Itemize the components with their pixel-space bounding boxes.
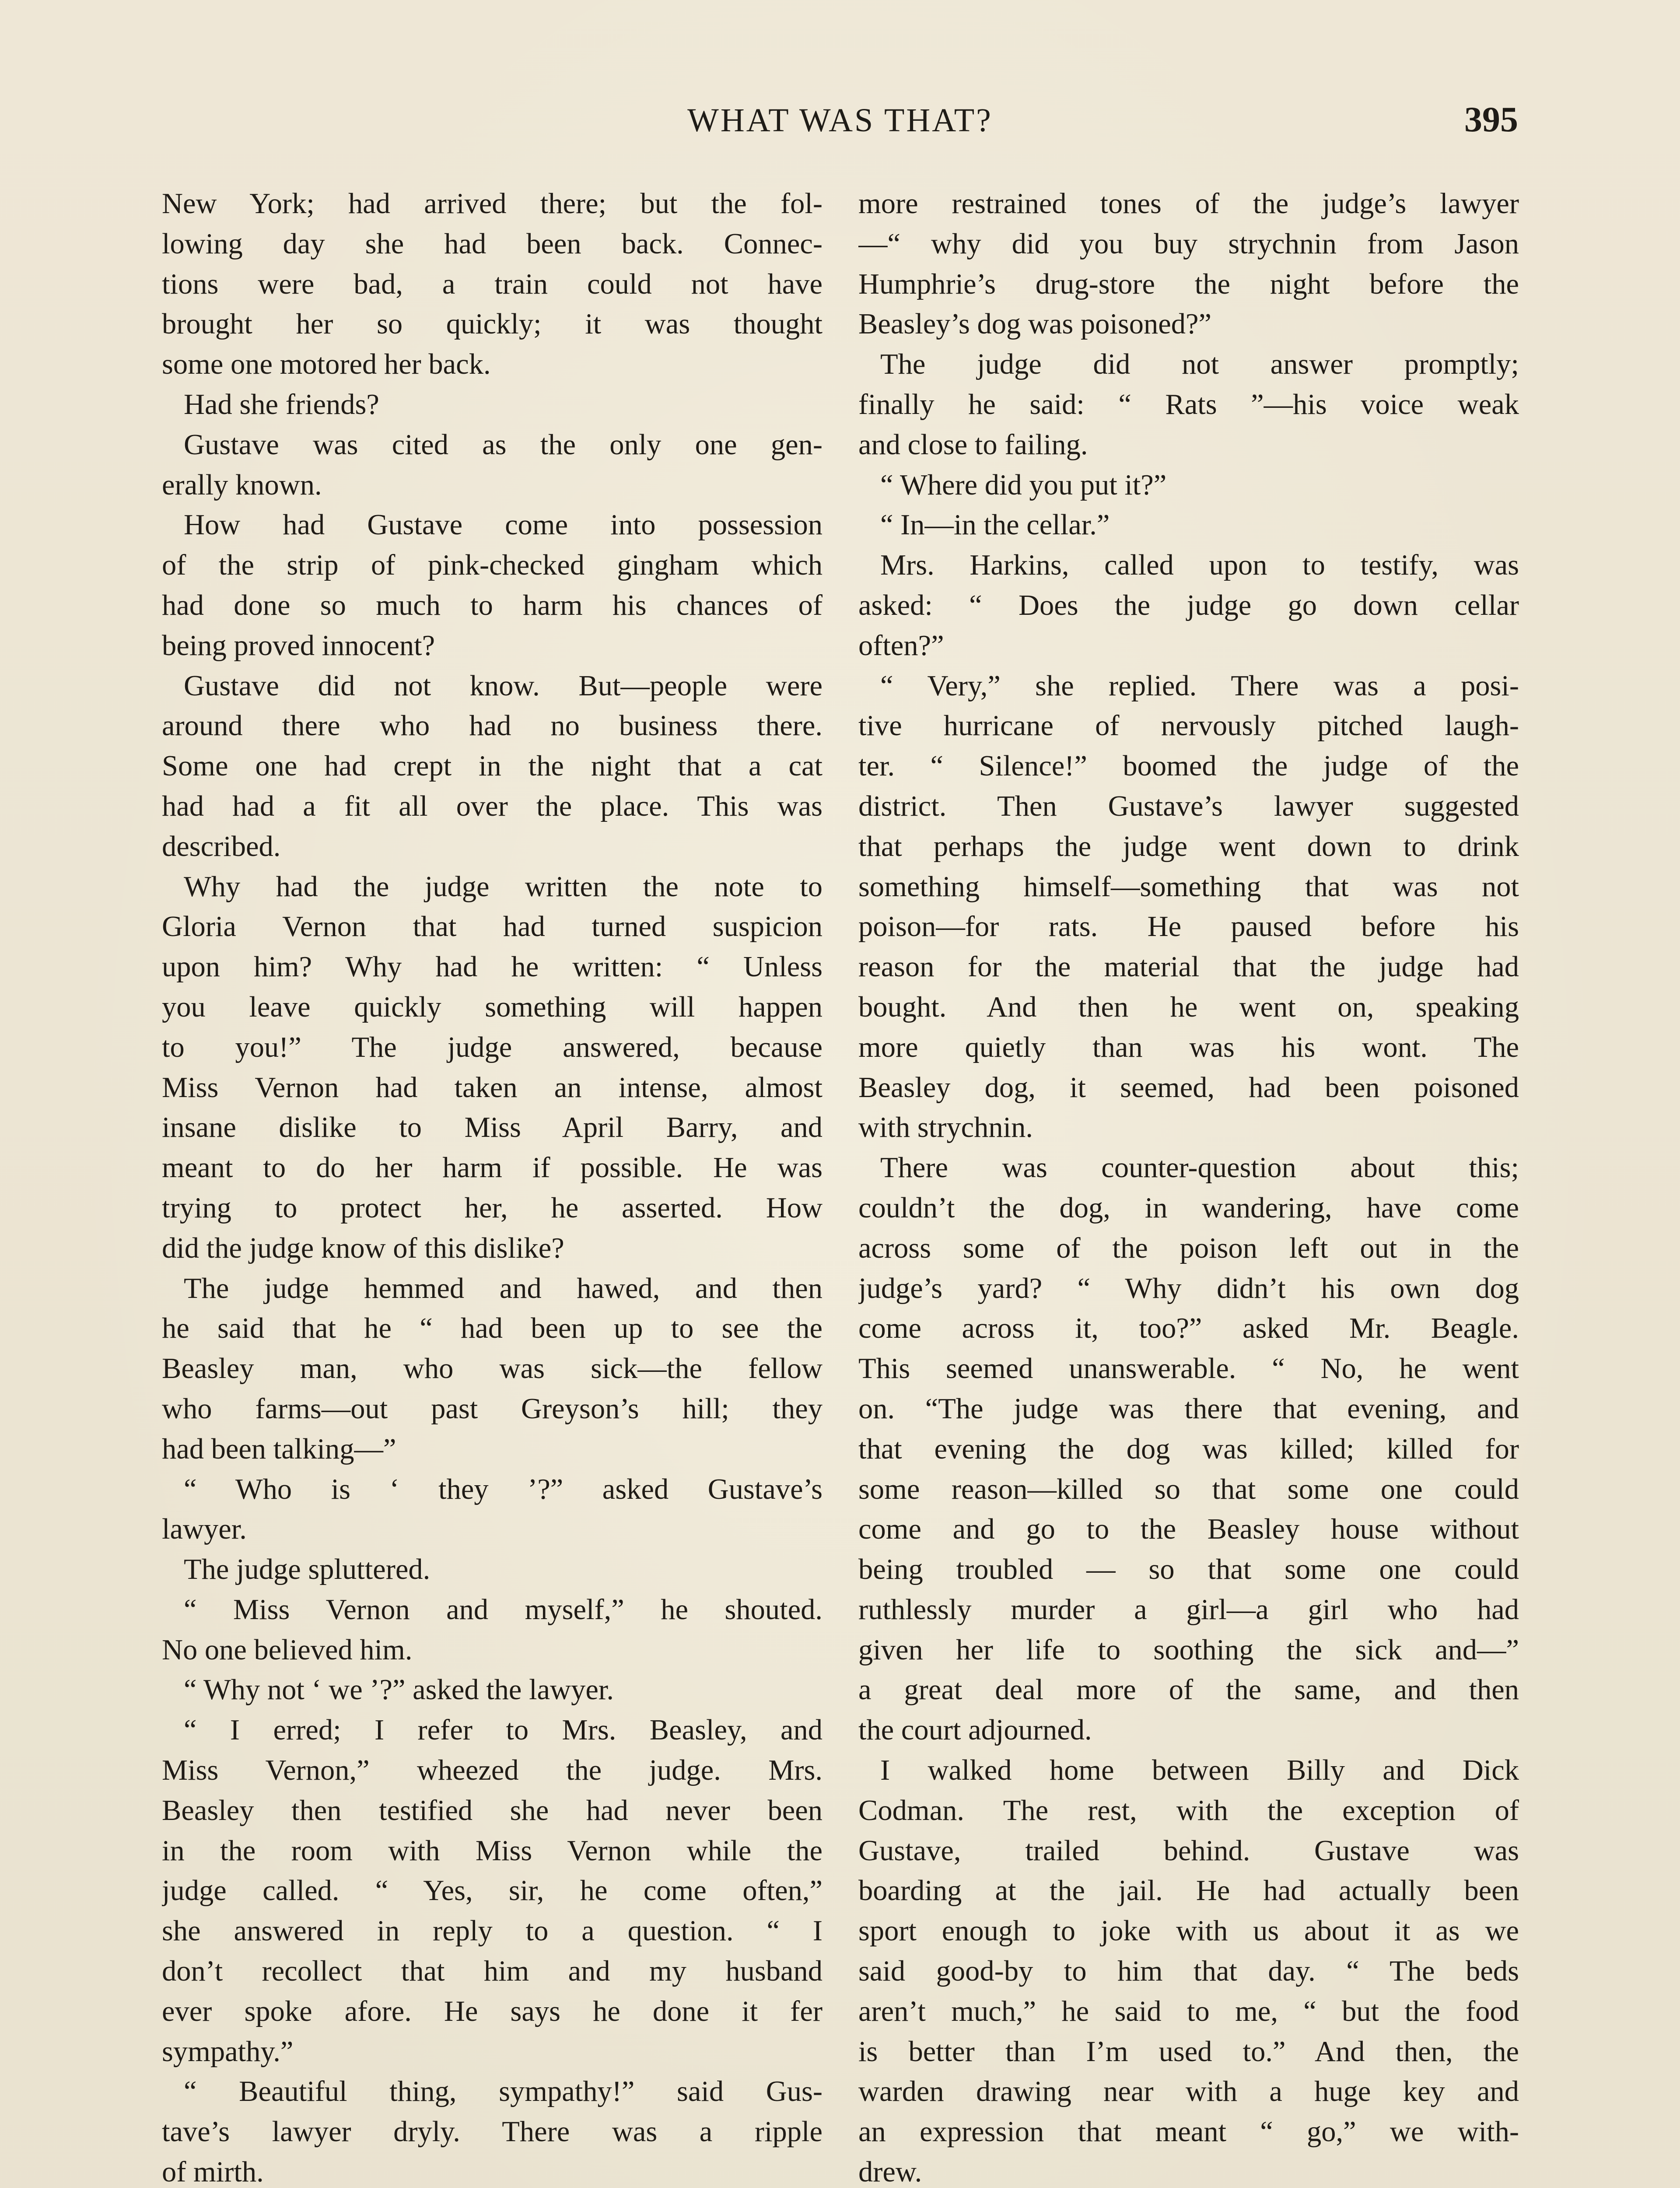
text-line: sympathy.” <box>162 2035 294 2068</box>
text-line: “ In—in the cellar.” <box>880 509 1110 541</box>
right-column <box>858 184 1519 2188</box>
text-line: across some of the poison left out in the <box>858 1232 1519 1264</box>
text-line: tions were bad, a train could not have <box>162 268 822 300</box>
text-line: being proved innocent? <box>162 629 435 662</box>
text-line: “ Who is ‘ they ’?” asked Gustave’s <box>184 1473 822 1505</box>
text-line: some reason—killed so that some one could <box>858 1473 1519 1505</box>
text-line: Gustave was cited as the only one gen- <box>184 428 822 461</box>
text-line: trying to protect her, he asserted. How <box>162 1192 822 1224</box>
text-line: said good-by to him that day. “ The beds <box>858 1955 1519 1988</box>
text-line: ter. “ Silence!” boomed the judge of the <box>858 750 1519 782</box>
text-line: given her life to soothing the sick and—” <box>858 1634 1519 1666</box>
text-line: meant to do her harm if possible. He was <box>162 1152 822 1184</box>
left-column <box>162 184 822 2188</box>
text-line: upon him? Why had he written: “ Unless <box>162 951 822 983</box>
text-line: often?” <box>858 629 944 662</box>
text-line: Why had the judge written the note to <box>184 870 822 903</box>
text-line: “ Why not ‘ we ’?” asked the lawyer. <box>184 1674 614 1706</box>
text-line: reason for the material that the judge had <box>858 951 1519 983</box>
text-line: “ Where did you put it?” <box>880 469 1167 501</box>
text-line: tave’s lawyer dryly. There was a ripple <box>162 2116 822 2148</box>
text-line: on. “The judge was there that evening, and <box>858 1392 1519 1425</box>
text-line: erally known. <box>162 469 322 501</box>
text-line: lowing day she had been back. Connec- <box>162 228 822 260</box>
text-line: had done so much to harm his chances of <box>162 589 822 621</box>
text-line: I walked home between Billy and Dick <box>880 1754 1519 1787</box>
text-line: Gustave did not know. But—people were <box>184 670 822 702</box>
text-line: the court adjourned. <box>858 1714 1092 1746</box>
text-line: boarding at the jail. He had actually been <box>858 1875 1519 1907</box>
text-line: around there who had no business there. <box>162 710 822 742</box>
text-line: asked: “ Does the judge go down cellar <box>858 589 1519 621</box>
text-line: Codman. The rest, with the exception of <box>858 1794 1519 1827</box>
text-line: you leave quickly something will happen <box>162 991 822 1023</box>
page-number: 395 <box>1464 99 1518 139</box>
text-line: insane dislike to Miss April Barry, and <box>162 1112 822 1144</box>
page-header <box>162 99 1518 154</box>
text-line: finally he said: “ Rats ”—his voice weak <box>858 388 1519 421</box>
text-line: lawyer. <box>162 1513 247 1546</box>
text-line: a great deal more of the same, and then <box>858 1674 1519 1706</box>
text-line: warden drawing near with a huge key and <box>858 2076 1519 2108</box>
text-line: described. <box>162 830 281 863</box>
text-line: who farms—out past Greyson’s hill; they <box>162 1392 822 1425</box>
text-line: Gustave, trailed behind. Gustave was <box>858 1834 1519 1867</box>
text-line: —“ why did you buy strychnin from Jason <box>858 228 1519 260</box>
text-line: judge called. “ Yes, sir, he come often,” <box>162 1875 822 1907</box>
text-line: ruthlessly murder a girl—a girl who had <box>858 1593 1519 1626</box>
text-line: poison—for rats. He paused before his <box>858 911 1519 943</box>
text-line: more quietly than was his wont. The <box>858 1031 1519 1063</box>
text-line: Miss Vernon had taken an intense, almost <box>162 1071 822 1104</box>
text-line: This seemed unanswerable. “ No, he went <box>858 1353 1519 1385</box>
text-line: “ Beautiful thing, sympathy!” said Gus- <box>184 2076 822 2108</box>
text-line: sport enough to joke with us about it as we <box>858 1915 1519 1947</box>
text-line: Beasley’s dog was poisoned?” <box>858 308 1212 340</box>
text-line: being troubled — so that some one could <box>858 1553 1519 1586</box>
text-line: is better than I’m used to.” And then, the <box>858 2035 1519 2068</box>
text-line: The judge hemmed and hawed, and then <box>184 1272 822 1304</box>
text-line: she answered in reply to a question. “ I <box>162 1915 822 1947</box>
text-line: some one motored her back. <box>162 348 491 381</box>
text-line: more restrained tones of the judge’s lawyer <box>858 188 1519 220</box>
text-line: to you!” The judge answered, because <box>162 1031 822 1063</box>
text-line: of mirth. <box>162 2156 264 2188</box>
text-line: of the strip of pink-checked gingham which <box>162 549 822 582</box>
text-line: had been talking—” <box>162 1433 396 1465</box>
text-line: Beasley dog, it seemed, had been poisoned <box>858 1071 1519 1104</box>
text-line: Beasley then testified she had never been <box>162 1794 822 1827</box>
text-line: had had a fit all over the place. This was <box>162 790 822 822</box>
text-line: “ Very,” she replied. There was a posi- <box>880 670 1519 702</box>
text-line: in the room with Miss Vernon while the <box>162 1834 822 1867</box>
text-line: that perhaps the judge went down to drink <box>858 830 1519 863</box>
text-line: that evening the dog was killed; killed for <box>858 1433 1519 1465</box>
text-line: couldn’t the dog, in wandering, have come <box>858 1192 1519 1224</box>
text-line: How had Gustave come into possession <box>184 509 822 541</box>
text-line: Miss Vernon,” wheezed the judge. Mrs. <box>162 1754 822 1787</box>
text-line: “ Miss Vernon and myself,” he shouted. <box>184 1593 822 1626</box>
text-line: Had she friends? <box>184 388 379 421</box>
text-line: tive hurricane of nervously pitched laugh- <box>858 710 1519 742</box>
text-line: Some one had crept in the night that a cat <box>162 750 822 782</box>
text-line: come across it, too?” asked Mr. Beagle. <box>858 1312 1519 1345</box>
text-line: did the judge know of this dislike? <box>162 1232 564 1264</box>
text-line: ever spoke afore. He says he done it fer <box>162 1995 822 2027</box>
text-line: something himself—something that was not <box>858 870 1519 903</box>
text-line: district. Then Gustave’s lawyer suggested <box>858 790 1519 822</box>
text-line: Humphrie’s drug-store the night before the <box>858 268 1519 300</box>
running-head: WHAT WAS THAT? <box>687 102 993 139</box>
text-line: with strychnin. <box>858 1112 1033 1144</box>
text-line: Gloria Vernon that had turned suspicion <box>162 911 822 943</box>
text-line: brought her so quickly; it was thought <box>162 308 822 340</box>
text-line: don’t recollect that him and my husband <box>162 1955 822 1988</box>
text-line: bought. And then he went on, speaking <box>858 991 1519 1023</box>
text-line: “ I erred; I refer to Mrs. Beasley, and <box>184 1714 822 1746</box>
text-line: New York; had arrived there; but the fol- <box>162 188 822 220</box>
text-line: There was counter-question about this; <box>880 1152 1519 1184</box>
text-line: and close to failing. <box>858 428 1088 461</box>
text-line: Mrs. Harkins, called upon to testify, was <box>880 549 1519 582</box>
text-line: Beasley man, who was sick—the fellow <box>162 1353 822 1385</box>
text-line: he said that he “ had been up to see the <box>162 1312 822 1345</box>
text-line: The judge did not answer promptly; <box>880 348 1519 381</box>
text-line: No one believed him. <box>162 1634 413 1666</box>
text-line: come and go to the Beasley house without <box>858 1513 1519 1546</box>
text-line: The judge spluttered. <box>184 1553 430 1586</box>
text-line: drew. <box>858 2156 922 2188</box>
text-line: judge’s yard? “ Why didn’t his own dog <box>858 1272 1519 1304</box>
text-line: aren’t much,” he said to me, “ but the food <box>858 1995 1519 2027</box>
text-line: an expression that meant “ go,” we with- <box>858 2116 1519 2148</box>
